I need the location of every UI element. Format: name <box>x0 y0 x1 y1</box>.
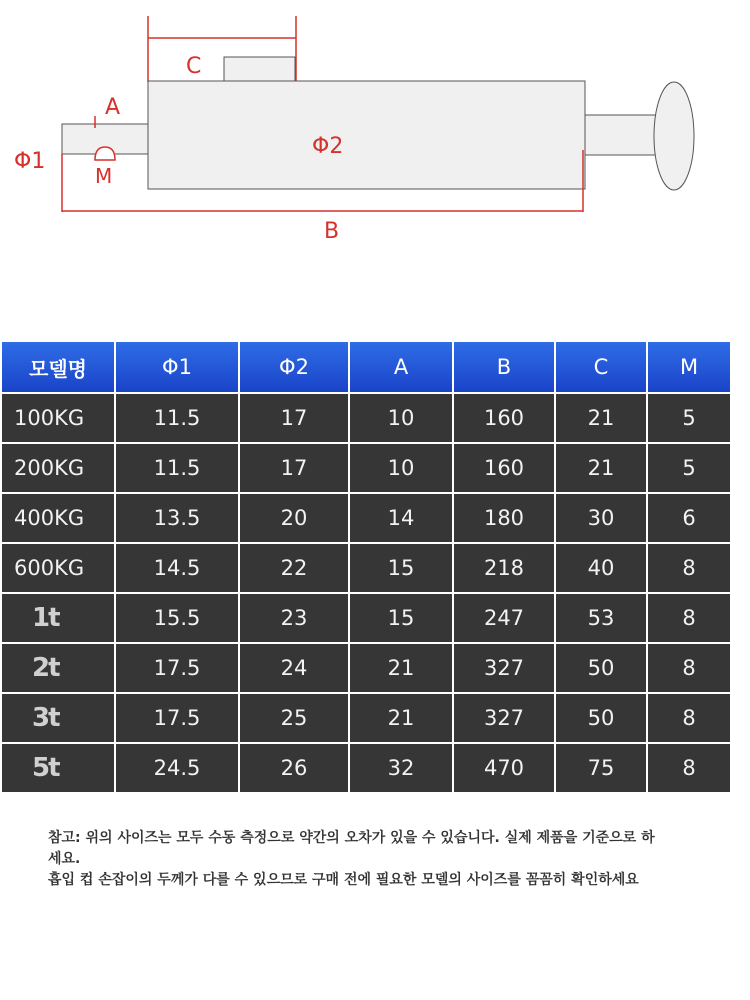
value-cell: 8 <box>647 693 731 743</box>
value-cell: 470 <box>453 743 555 793</box>
table-row <box>1 493 731 543</box>
measurement-note <box>48 828 668 891</box>
value-cell: 23 <box>239 593 349 643</box>
m-thread-marker <box>95 147 115 160</box>
value-cell: 75 <box>555 743 647 793</box>
value-cell: 24 <box>239 643 349 693</box>
top-tab <box>224 57 295 81</box>
value-cell: 25 <box>239 693 349 743</box>
label-phi2: Φ2 <box>312 134 344 159</box>
value-cell: 327 <box>453 693 555 743</box>
value-cell: 22 <box>239 543 349 593</box>
value-cell: 8 <box>647 643 731 693</box>
value-cell: 160 <box>453 443 555 493</box>
value-cell: 20 <box>239 493 349 543</box>
value-cell: 13.5 <box>115 493 239 543</box>
header-a: A <box>349 341 453 393</box>
value-cell: 14 <box>349 493 453 543</box>
table-row <box>1 393 731 443</box>
header-phi2: Φ2 <box>239 341 349 393</box>
model-cell: 2t <box>1 643 115 693</box>
value-cell: 17.5 <box>115 693 239 743</box>
value-cell: 30 <box>555 493 647 543</box>
table-row <box>1 543 731 593</box>
value-cell: 8 <box>647 593 731 643</box>
table-row <box>1 593 731 643</box>
value-cell: 21 <box>349 643 453 693</box>
table-row <box>1 743 731 793</box>
value-cell: 24.5 <box>115 743 239 793</box>
product-dimension-diagram <box>0 0 750 260</box>
value-cell: 50 <box>555 693 647 743</box>
value-cell: 11.5 <box>115 443 239 493</box>
label-m: M <box>95 164 113 188</box>
value-cell: 5 <box>647 393 731 443</box>
header-phi1: Φ1 <box>115 341 239 393</box>
model-cell: 100KG <box>1 393 115 443</box>
value-cell: 10 <box>349 393 453 443</box>
value-cell: 21 <box>555 393 647 443</box>
value-cell: 17.5 <box>115 643 239 693</box>
label-c: C <box>186 54 202 79</box>
value-cell: 5 <box>647 443 731 493</box>
value-cell: 8 <box>647 543 731 593</box>
table-body <box>1 393 731 793</box>
note-line-1: 참고: 위의 사이즈는 모두 수동 측정으로 약간의 오차가 있을 수 있습니다. 실제 제품을 기준으로 하세요. <box>48 830 655 867</box>
handle-disc <box>654 82 694 190</box>
label-phi1: Φ1 <box>14 149 46 174</box>
value-cell: 50 <box>555 643 647 693</box>
value-cell: 327 <box>453 643 555 693</box>
value-cell: 180 <box>453 493 555 543</box>
header-c: C <box>555 341 647 393</box>
spec-table-container <box>0 340 730 794</box>
model-cell: 400KG <box>1 493 115 543</box>
value-cell: 11.5 <box>115 393 239 443</box>
model-cell: 200KG <box>1 443 115 493</box>
value-cell: 15.5 <box>115 593 239 643</box>
header-model: 모델명 <box>1 341 115 393</box>
handle-stem <box>585 115 657 155</box>
value-cell: 21 <box>555 443 647 493</box>
model-cell: 5t <box>1 743 115 793</box>
model-cell: 600KG <box>1 543 115 593</box>
label-b: B <box>324 219 340 244</box>
main-body <box>148 81 585 189</box>
value-cell: 32 <box>349 743 453 793</box>
note-line-2: 흡입 컵 손잡이의 두께가 다를 수 있으므로 구매 전에 필요한 모델의 사이즈를 꼼꼼히 확인하세요 <box>48 872 639 888</box>
header-m: M <box>647 341 731 393</box>
value-cell: 218 <box>453 543 555 593</box>
label-a: A <box>105 95 121 120</box>
value-cell: 160 <box>453 393 555 443</box>
table-row <box>1 693 731 743</box>
value-cell: 17 <box>239 443 349 493</box>
table-row <box>1 443 731 493</box>
table-row <box>1 643 731 693</box>
value-cell: 8 <box>647 743 731 793</box>
value-cell: 17 <box>239 393 349 443</box>
spec-table <box>0 340 732 794</box>
model-cell: 3t <box>1 693 115 743</box>
header-b: B <box>453 341 555 393</box>
model-cell: 1t <box>1 593 115 643</box>
value-cell: 247 <box>453 593 555 643</box>
value-cell: 6 <box>647 493 731 543</box>
value-cell: 53 <box>555 593 647 643</box>
value-cell: 26 <box>239 743 349 793</box>
value-cell: 14.5 <box>115 543 239 593</box>
value-cell: 21 <box>349 693 453 743</box>
value-cell: 15 <box>349 543 453 593</box>
table-header-row <box>1 341 731 393</box>
value-cell: 15 <box>349 593 453 643</box>
value-cell: 40 <box>555 543 647 593</box>
value-cell: 10 <box>349 443 453 493</box>
